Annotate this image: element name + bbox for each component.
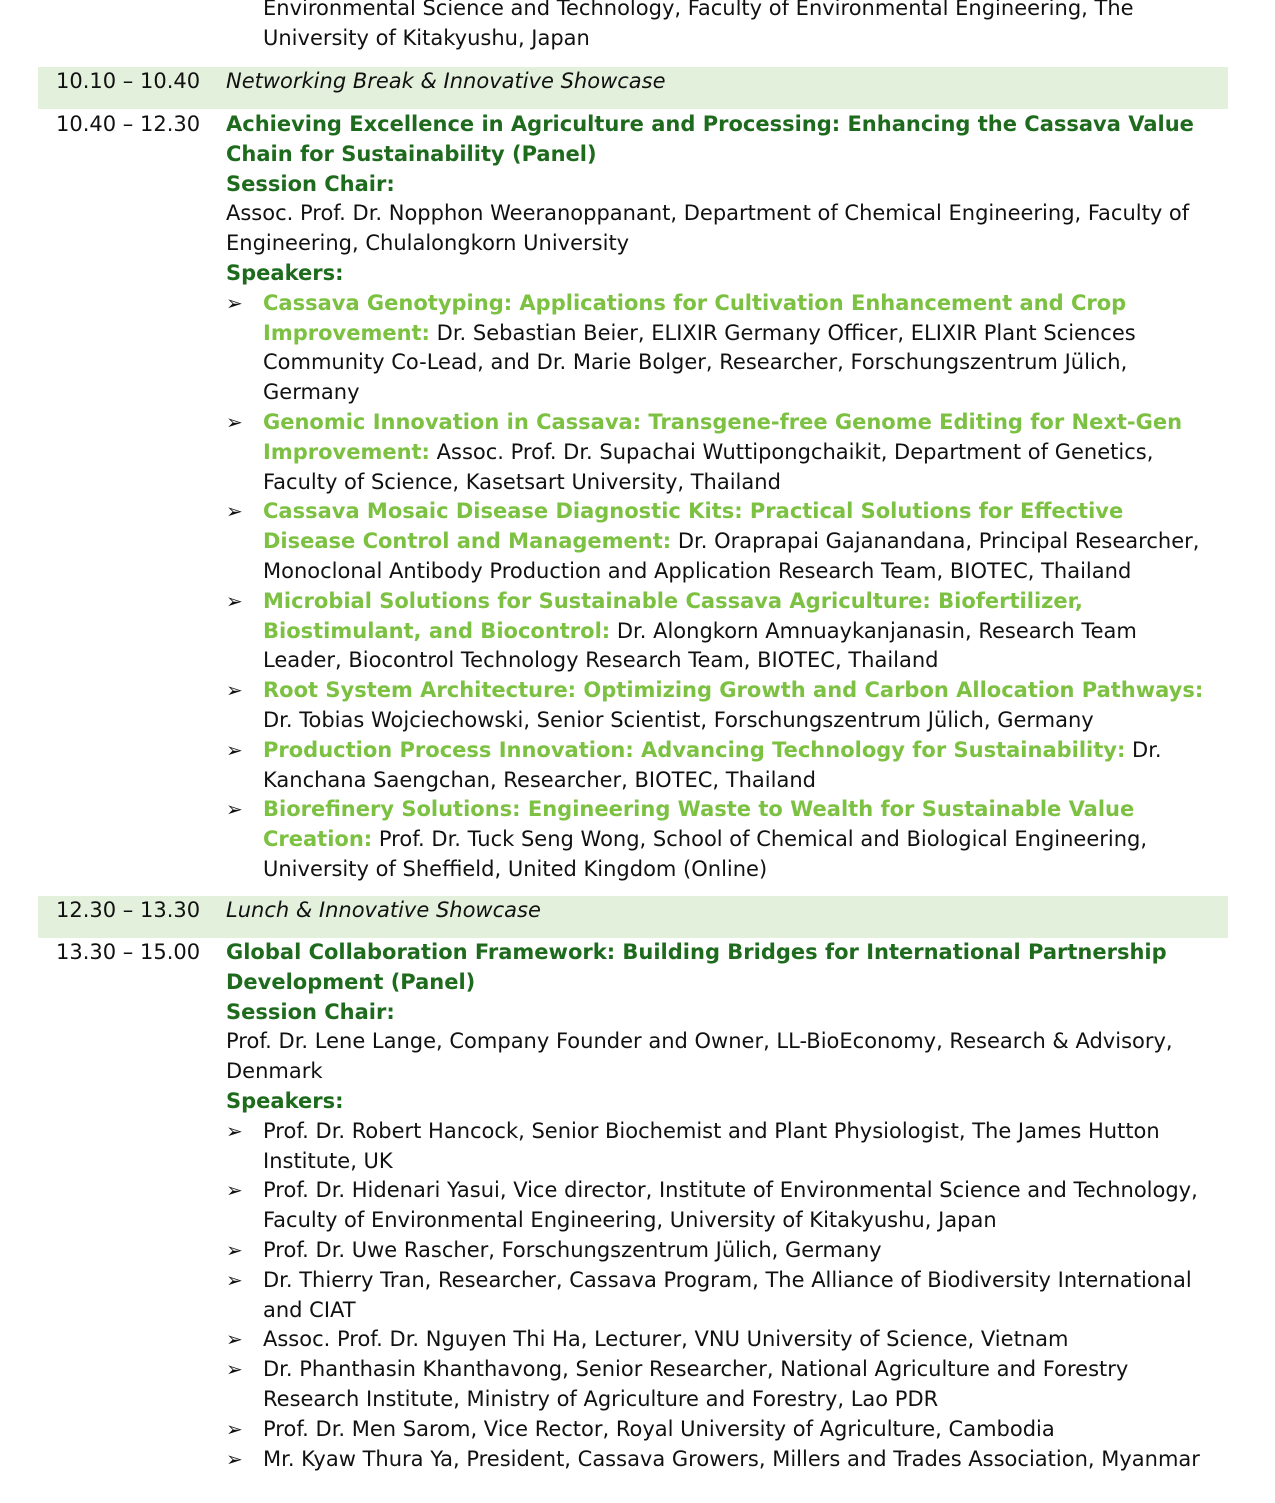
- talk-title: Cassava Mosaic Disease Diagnostic Kits: Practical Solutions for Effective Disease Control and Management:: [263, 499, 1124, 554]
- time-slot: 10.40 – 12.30: [56, 112, 201, 136]
- speaker-name: Prof. Dr. Hidenari Yasui, Vice director, Institute of Environmental Science and Technology, Faculty of Environmental Engineering, University of Kitakyushu, Japan: [263, 1178, 1198, 1233]
- speaker-name: Dr. Oraprapai Gajanandana, Principal Researcher, Monoclonal Antibody Production and Application Research Team, BIOTEC, Thailand: [263, 529, 1200, 583]
- time-slot: 12.30 – 13.30: [56, 898, 201, 922]
- talk-title: Genomic Innovation in Cassava: Transgene-free Genome Editing for Next-Gen Improvement:: [263, 409, 1183, 464]
- speaker-item: [226, 1355, 1216, 1415]
- arrow-bullet-icon: ➢: [226, 1357, 243, 1382]
- speaker-name: Prof. Dr. Robert Hancock, Senior Biochemist and Plant Physiologist, The James Hutton Institute, UK: [263, 1118, 1160, 1173]
- session-title: Achieving Excellence in Agriculture and Processing: Enhancing the Cassava Value Chain for Sustainability (Panel): [226, 112, 1194, 166]
- speaker-item: [226, 795, 1216, 884]
- speaker-item: [226, 1325, 1216, 1355]
- talk-title: Microbial Solutions for Sustainable Cassava Agriculture: Biofertilizer, Biostimulant, and Biocontrol:: [263, 588, 1083, 643]
- schedule-row-break: [38, 67, 1228, 109]
- speaker-name: Prof. Dr. Uwe Rascher, Forschungszentrum Jülich, Germany: [263, 1237, 882, 1262]
- session-content: [226, 938, 1216, 1474]
- speaker-name: Assoc. Prof. Dr. Supachai Wuttipongchaikit, Department of Genetics, Faculty of Science, Kasetsart University, Thailand: [263, 439, 1154, 494]
- time-slot: 10.10 – 10.40: [56, 69, 201, 93]
- break-label: Lunch & Innovative Showcase: [226, 898, 541, 922]
- speaker-name: Assoc. Prof. Dr. Nguyen Thi Ha, Lecturer, VNU University of Science, Vietnam: [263, 1327, 1069, 1352]
- speaker-name: Dr. Kanchana Saengchan, Researcher, BIOTEC, Thailand: [263, 737, 1162, 792]
- arrow-bullet-icon: ➢: [226, 290, 243, 315]
- arrow-bullet-icon: ➢: [226, 797, 243, 822]
- speaker-item: [226, 736, 1216, 796]
- speaker-item: [226, 587, 1216, 676]
- previous-speaker-continuation: Environmental Science and Technology, Faculty of Environmental Engineering, The University of Kitakyushu, Japan: [263, 0, 1134, 50]
- arrow-bullet-icon: ➢: [226, 1327, 243, 1352]
- arrow-bullet-icon: ➢: [226, 1446, 243, 1471]
- speaker-list: [226, 1117, 1216, 1475]
- arrow-bullet-icon: ➢: [226, 409, 243, 434]
- speaker-item: [226, 289, 1216, 408]
- time-slot: 13.30 – 15.00: [56, 940, 201, 964]
- talk-title: Cassava Genotyping: Applications for Cultivation Enhancement and Crop Improvement:: [263, 290, 1127, 345]
- speaker-name: Dr. Sebastian Beier, ELIXIR Germany Officer, ELIXIR Plant Sciences Community Co-Lead, and Dr. Marie Bolger, Researcher, Forschungszentrum Jülich, Germany: [263, 320, 1136, 405]
- speaker-item: [226, 408, 1216, 497]
- speakers-label: Speakers:: [226, 1088, 344, 1113]
- arrow-bullet-icon: ➢: [226, 1178, 243, 1203]
- arrow-bullet-icon: ➢: [226, 737, 243, 762]
- speaker-item: [226, 1415, 1216, 1445]
- speaker-item: [226, 1445, 1216, 1475]
- talk-title: Root System Architecture: Optimizing Growth and Carbon Allocation Pathways:: [263, 678, 1204, 703]
- arrow-bullet-icon: ➢: [226, 1416, 243, 1441]
- session-content: [226, 110, 1216, 885]
- session-chair: Prof. Dr. Lene Lange, Company Founder and Owner, LL-BioEconomy, Research & Advisory, Denmark: [226, 1029, 1173, 1084]
- schedule-row-break: [38, 896, 1228, 938]
- break-label: Networking Break & Innovative Showcase: [226, 69, 666, 93]
- arrow-bullet-icon: ➢: [226, 678, 243, 703]
- talk-title: Biorefinery Solutions: Engineering Waste to Wealth for Sustainable Value Creation:: [263, 797, 1135, 852]
- arrow-bullet-icon: ➢: [226, 588, 243, 613]
- arrow-bullet-icon: ➢: [226, 1267, 243, 1292]
- speaker-item: [226, 1236, 1216, 1266]
- arrow-bullet-icon: ➢: [226, 1118, 243, 1143]
- session-title: Global Collaboration Framework: Building Bridges for International Partnership Development (Panel): [226, 940, 1167, 994]
- speaker-name: Dr. Phanthasin Khanthavong, Senior Researcher, National Agriculture and Forestry Research Institute, Ministry of Agriculture and Forestry, Lao PDR: [263, 1357, 1129, 1411]
- speaker-name: Dr. Alongkorn Amnuaykanjanasin, Research Team Leader, Biocontrol Technology Research Team, BIOTEC, Thailand: [263, 618, 1137, 673]
- session-chair: Assoc. Prof. Dr. Nopphon Weeranoppanant, Department of Chemical Engineering, Faculty of Engineering, Chulalongkorn University: [226, 201, 1190, 256]
- speaker-list: [226, 289, 1216, 885]
- arrow-bullet-icon: ➢: [226, 1237, 243, 1262]
- speaker-item: [226, 497, 1216, 586]
- speakers-label: Speakers:: [226, 260, 344, 285]
- speaker-name: Mr. Kyaw Thura Ya, President, Cassava Growers, Millers and Trades Association, Myanmar: [263, 1446, 1200, 1471]
- session-chair-label: Session Chair:: [226, 171, 395, 196]
- talk-title: Production Process Innovation: Advancing Technology for Sustainability:: [263, 737, 1126, 762]
- speaker-item: [226, 676, 1216, 736]
- speaker-name: Dr. Thierry Tran, Researcher, Cassava Program, The Alliance of Biodiversity International and CIAT: [263, 1267, 1192, 1322]
- speaker-item: [226, 1176, 1216, 1236]
- speaker-item: [226, 1117, 1216, 1177]
- speaker-name: Prof. Dr. Tuck Seng Wong, School of Chemical and Biological Engineering, University of Sheffield, United Kingdom (Online): [263, 827, 1148, 881]
- speaker-name: Dr. Tobias Wojciechowski, Senior Scientist, Forschungszentrum Jülich, Germany: [263, 707, 1094, 732]
- speaker-item: [226, 1266, 1216, 1326]
- speaker-name: Prof. Dr. Men Sarom, Vice Rector, Royal University of Agriculture, Cambodia: [263, 1416, 1055, 1441]
- session-chair-label: Session Chair:: [226, 999, 395, 1024]
- arrow-bullet-icon: ➢: [226, 499, 243, 524]
